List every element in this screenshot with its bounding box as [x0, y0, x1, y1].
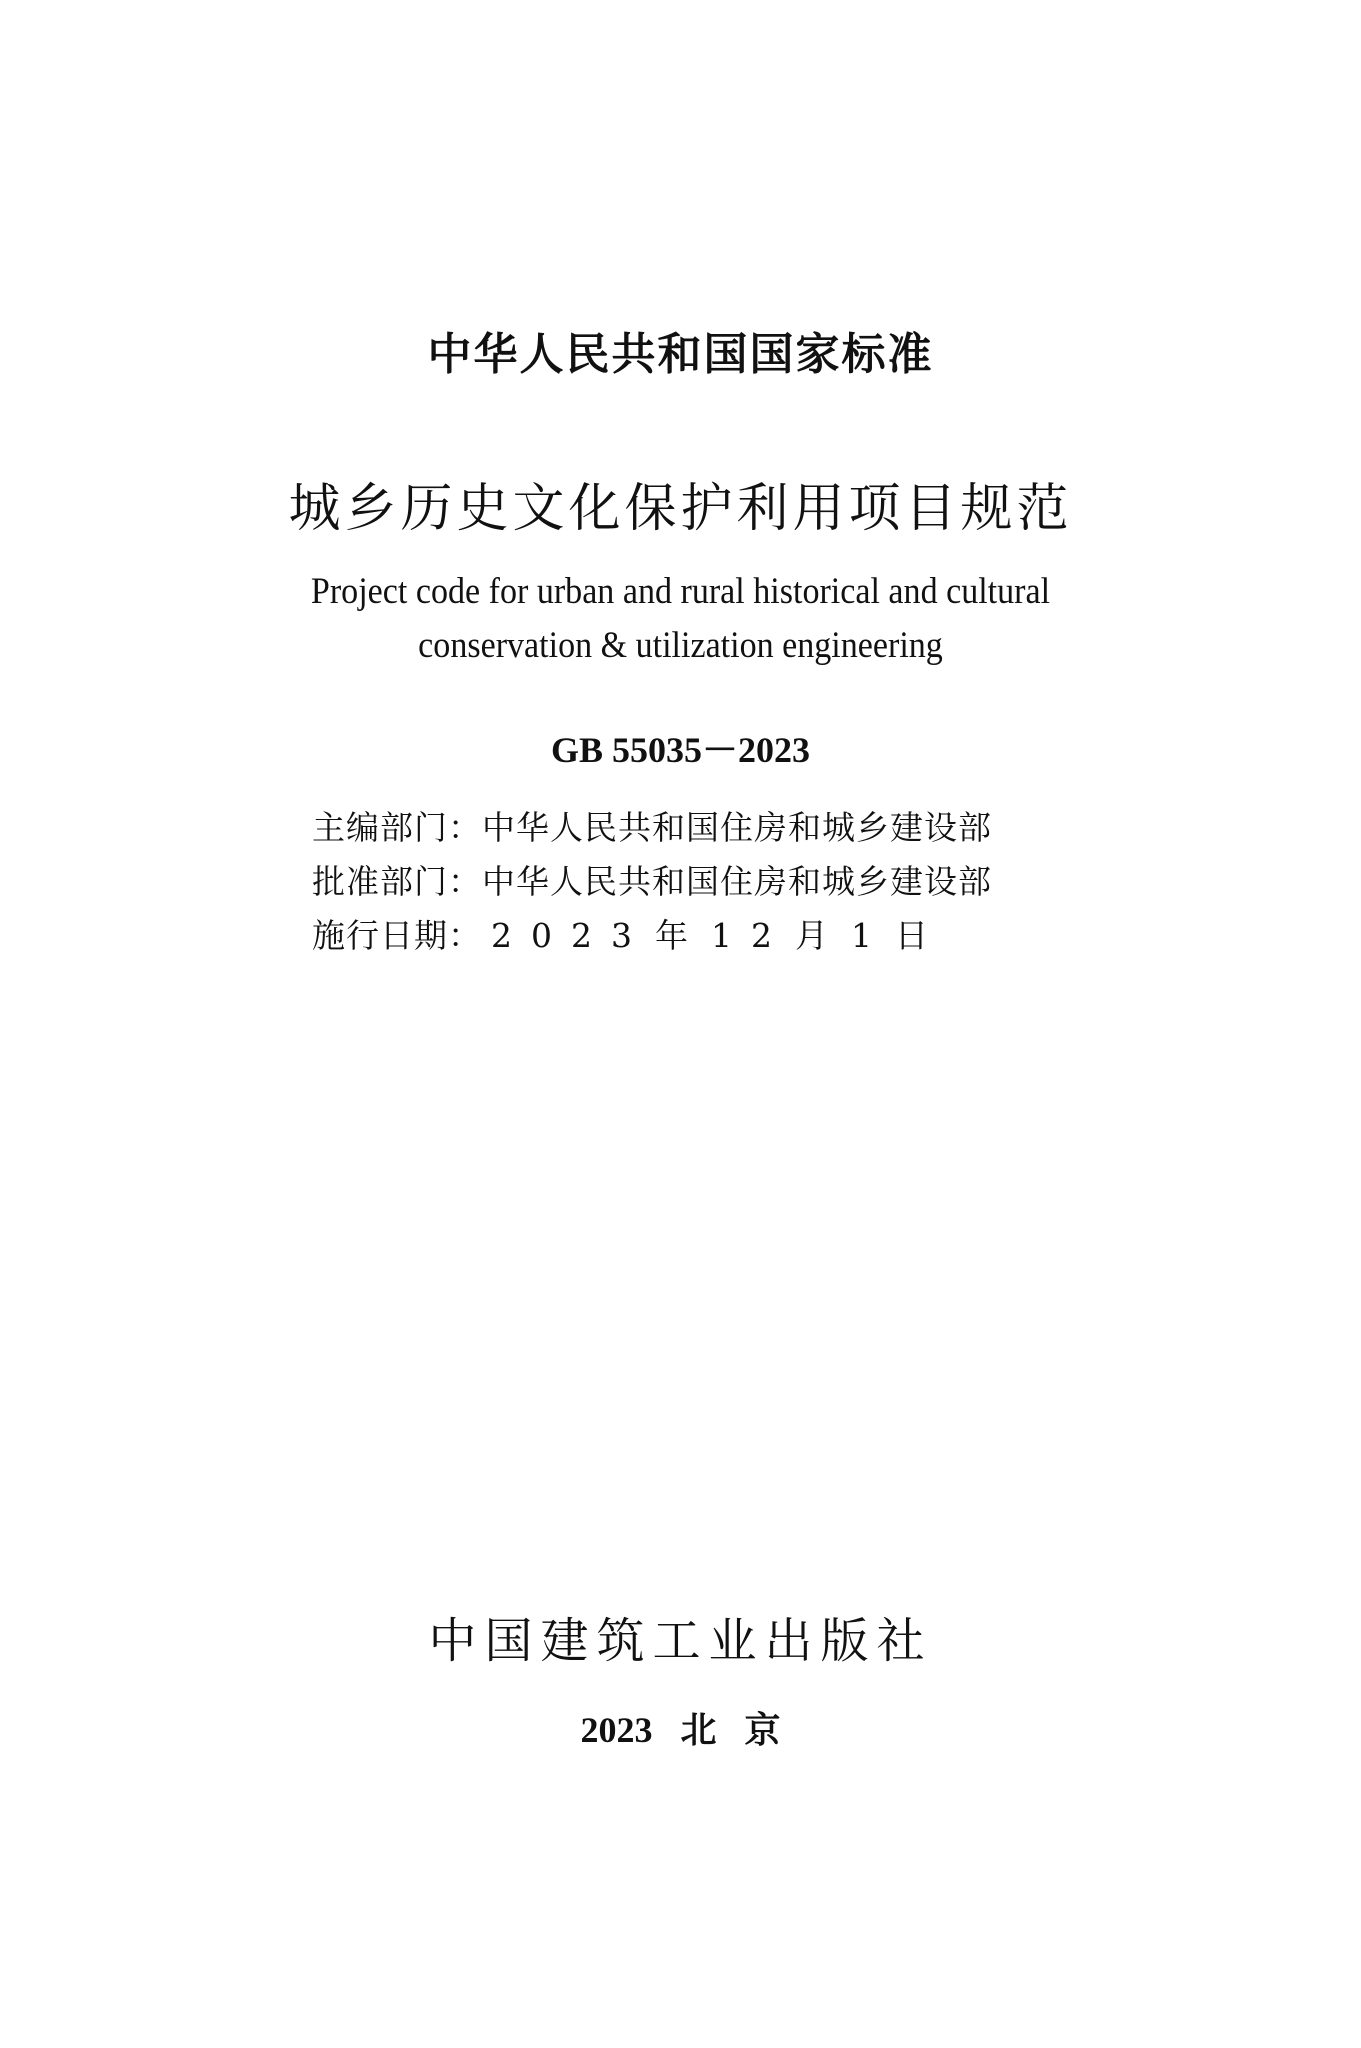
title-chinese: 城乡历史文化保护利用项目规范 [288, 479, 1073, 539]
chief-editor-value: 中华人民共和国住房和城乡建设部 [482, 808, 992, 847]
approver-label: 批准部门： [312, 862, 482, 901]
approver-row [312, 856, 992, 903]
year-unit: 年 [655, 916, 689, 955]
approver-value: 中华人民共和国住房和城乡建设部 [482, 862, 992, 901]
effective-date-row [312, 910, 942, 957]
standard-code: GB 55035－2023 [550, 730, 810, 770]
date-digit: 2 [571, 916, 593, 955]
effective-date-label: 施行日期： [312, 916, 482, 955]
date-digit: 1 [851, 916, 873, 955]
day-unit: 日 [895, 916, 929, 955]
effective-date-value [482, 916, 942, 955]
chief-editor-label: 主编部门： [312, 808, 482, 847]
date-digit: 2 [751, 916, 773, 955]
title-english-line2: conservation & utilization engineering [418, 625, 943, 666]
date-digit: 3 [611, 916, 633, 955]
date-digit: 1 [711, 916, 733, 955]
imprint-city-char: 北 [680, 1710, 717, 1750]
title-english-line1: Project code for urban and rural historical and cultural [310, 571, 1051, 612]
imprint-city-char: 京 [744, 1710, 781, 1750]
date-digit: 2 [491, 916, 513, 955]
date-digit: 0 [531, 916, 553, 955]
imprint-line [0, 1702, 1361, 1753]
month-unit: 月 [795, 916, 829, 955]
imprint-year: 2023 [580, 1710, 653, 1750]
standard-type-heading: 中华人民共和国国家标准 [427, 329, 934, 380]
publisher-name: 中国建筑工业出版社 [428, 1613, 933, 1669]
chief-editor-row [312, 802, 992, 849]
